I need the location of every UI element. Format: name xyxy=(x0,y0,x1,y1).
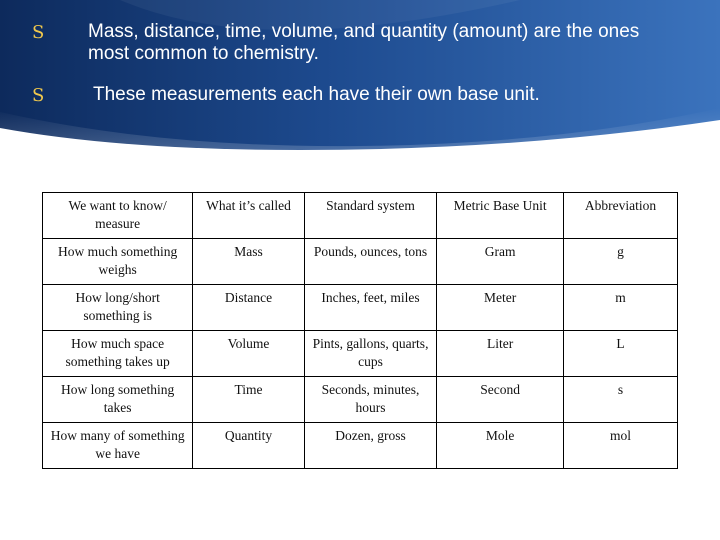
bullet-item xyxy=(32,84,682,106)
header-cell: We want to know/ measure xyxy=(43,193,193,239)
table-row xyxy=(43,239,678,285)
header-cell: Metric Base Unit xyxy=(437,193,564,239)
table-cell: How many of something we have xyxy=(43,423,193,469)
bullet-item xyxy=(32,21,682,65)
header-cell: Abbreviation xyxy=(563,193,677,239)
table-cell: Distance xyxy=(193,285,304,331)
table-cell: Quantity xyxy=(193,423,304,469)
table-cell: s xyxy=(563,377,677,423)
table-cell: Inches, feet, miles xyxy=(304,285,437,331)
table-cell: Time xyxy=(193,377,304,423)
bullet-text: Mass, distance, time, volume, and quantity (amount) are the ones most common to chemistry. xyxy=(88,21,640,64)
table-cell: Seconds, minutes, hours xyxy=(304,377,437,423)
table-cell: g xyxy=(563,239,677,285)
table-cell: Volume xyxy=(193,331,304,377)
units-table xyxy=(42,192,678,469)
table-cell: Liter xyxy=(437,331,564,377)
bullet-marker-icon: S xyxy=(32,22,45,43)
table-cell: L xyxy=(563,331,677,377)
table-cell: How long/short something is xyxy=(43,285,193,331)
table-cell: Pints, gallons, quarts, cups xyxy=(304,331,437,377)
table-row xyxy=(43,377,678,423)
table-cell: mol xyxy=(563,423,677,469)
table-cell: Mole xyxy=(437,423,564,469)
bullet-text: These measurements each have their own base unit. xyxy=(93,84,540,105)
table-row xyxy=(43,423,678,469)
table-cell: Second xyxy=(437,377,564,423)
header-cell: What it’s called xyxy=(193,193,304,239)
table-header-row xyxy=(43,193,678,239)
table-cell: How much space something takes up xyxy=(43,331,193,377)
bullet-marker-icon: S xyxy=(32,85,45,106)
header-cell: Standard system xyxy=(304,193,437,239)
table-cell: Dozen, gross xyxy=(304,423,437,469)
table-cell: m xyxy=(563,285,677,331)
table-cell: Mass xyxy=(193,239,304,285)
table-cell: How much something weighs xyxy=(43,239,193,285)
table-row xyxy=(43,331,678,377)
table-cell: Meter xyxy=(437,285,564,331)
table-row xyxy=(43,285,678,331)
table-cell: Pounds, ounces, tons xyxy=(304,239,437,285)
table-cell: How long something takes xyxy=(43,377,193,423)
table-cell: Gram xyxy=(437,239,564,285)
